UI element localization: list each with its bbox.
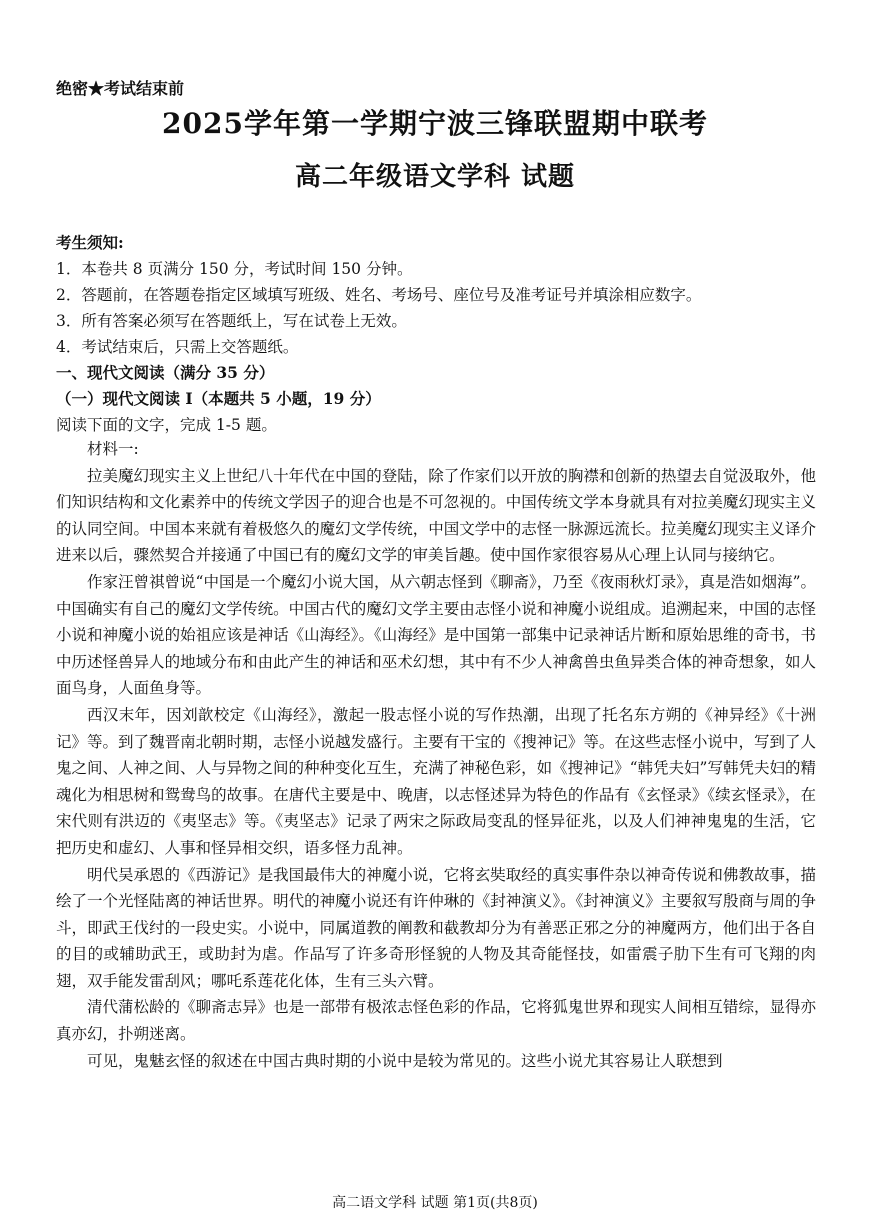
secret-label: 绝密★考试结束前 [56, 79, 185, 98]
exam-title: 2025学年第一学期宁波三锋联盟期中联考 [162, 107, 708, 140]
passage-paragraph: 西汉末年，因刘歆校定《山海经》，激起一股志怪小说的写作热潮，出现了托名东方朔的《神异经》《十洲记》等。到了魏晋南北朝时期，志怪小说越发盛行。主要有干宝的《搜神记》等。在这些志怪小说中，写到了人鬼之间、人神之间、人与异物之间的种种变化互生，充满了神秘色彩，如《搜神记》“韩凭夫妇”写韩凭夫妇的精魂化为相思树和鸳鸯鸟的故事。在唐代主要是中、晚唐，以志怪述异为特色的作品有《玄怪录》《续玄怪录》，在宋代则有洪迈的《夷坚志》等。《夷坚志》记录了两宋之际政局变乱的怪异征兆，以及人们神神鬼鬼的生活，它把历史和虚幻、人事和怪异相交织，语多怪力乱神。 [56, 705, 816, 857]
subsection-heading: （一）现代文阅读 I（本题共 5 小题，19 分） [56, 389, 381, 408]
notes-heading: 考生须知: [56, 233, 124, 252]
passage-paragraph: 清代蒲松龄的《聊斋志异》也是一部带有极浓志怪色彩的作品，它将狐鬼世界和现实人间相互错综，显得亦真亦幻，扑朔迷离。 [56, 998, 816, 1044]
page-footer: 高二语文学科 试题 第1页(共8页) [332, 1195, 538, 1211]
reading-instruction: 阅读下面的文字，完成 1-5 题。 [56, 416, 277, 434]
exam-notes [56, 230, 826, 438]
exam-subtitle: 高二年级语文学科 试题 [294, 162, 576, 192]
passage-paragraph: 可见，鬼魅玄怪的叙述在中国古典时期的小说中是较为常见的。这些小说尤其容易让人联想到 [87, 1051, 723, 1070]
notes-item: 4．考试结束后，只需上交答题纸。 [56, 338, 299, 356]
notes-item: 1．本卷共 8 页满分 150 分，考试时间 150 分钟。 [56, 260, 413, 278]
passage-paragraph: 作家汪曾祺曾说“中国是一个魔幻小说大国，从六朝志怪到《聊斋》，乃至《夜雨秋灯录》，真是浩如烟海”。中国确实有自己的魔幻文学传统。中国古代的魔幻文学主要由志怪小说和神魔小说组成。追溯起来，中国的志怪小说和神魔小说的始祖应该是神话《山海经》。《山海经》是中国第一部集中记录神话片断和原始思维的奇书，书中历述怪兽异人的地域分布和由此产生的神话和巫术幻想，其中有不少人神禽兽虫鱼异类合体的神奇想象，如人面鸟身，人面鱼身等。 [56, 572, 816, 698]
section-heading: 一、现代文阅读（满分 35 分） [56, 363, 275, 382]
notes-item: 2．答题前，在答题卷指定区域填写班级、姓名、考场号、座位号及准考证号并填涂相应数字。 [56, 286, 702, 304]
notes-item: 3．所有答案必须写在答题纸上，写在试卷上无效。 [56, 312, 407, 330]
passage-paragraph: 明代吴承恩的《西游记》是我国最伟大的神魔小说，它将玄奘取经的真实事件杂以神奇传说和佛教故事，描绘了一个光怪陆离的神话世界。明代的神魔小说还有许仲琳的《封神演义》。《封神演义》主要叙写殷商与周的争斗，即武王伐纣的一段史实。小说中，同属道教的阐教和截教却分为有善恶正邪之分的神魔两方，他们出于各自的目的或辅助武王，或助封为虐。作品写了许多奇形怪貌的人物及其奇能怪技，如雷震子肋下生有可飞翔的肉翅，双手能发雷刮风；哪吒系莲花化体，生有三头六臂。 [56, 865, 816, 990]
material-label: 材料一: [87, 440, 139, 458]
passage-paragraph: 拉美魔幻现实主义上世纪八十年代在中国的登陆，除了作家们以开放的胸襟和创新的热望去自觉汲取外，他们知识结构和文化素养中的传统文学因子的迎合也是不可忽视的。中国传统文学本身就具有对拉美魔幻现实主义的认同空间。中国本来就有着极悠久的魔幻文学传统，中国文学中的志怪一脉源远流长。拉美魔幻现实主义译介进来以后，骤然契合并接通了中国已有的魔幻文学的审美旨趣。使中国作家很容易从心理上认同与接纳它。 [56, 466, 816, 565]
reading-passage [56, 436, 816, 1074]
